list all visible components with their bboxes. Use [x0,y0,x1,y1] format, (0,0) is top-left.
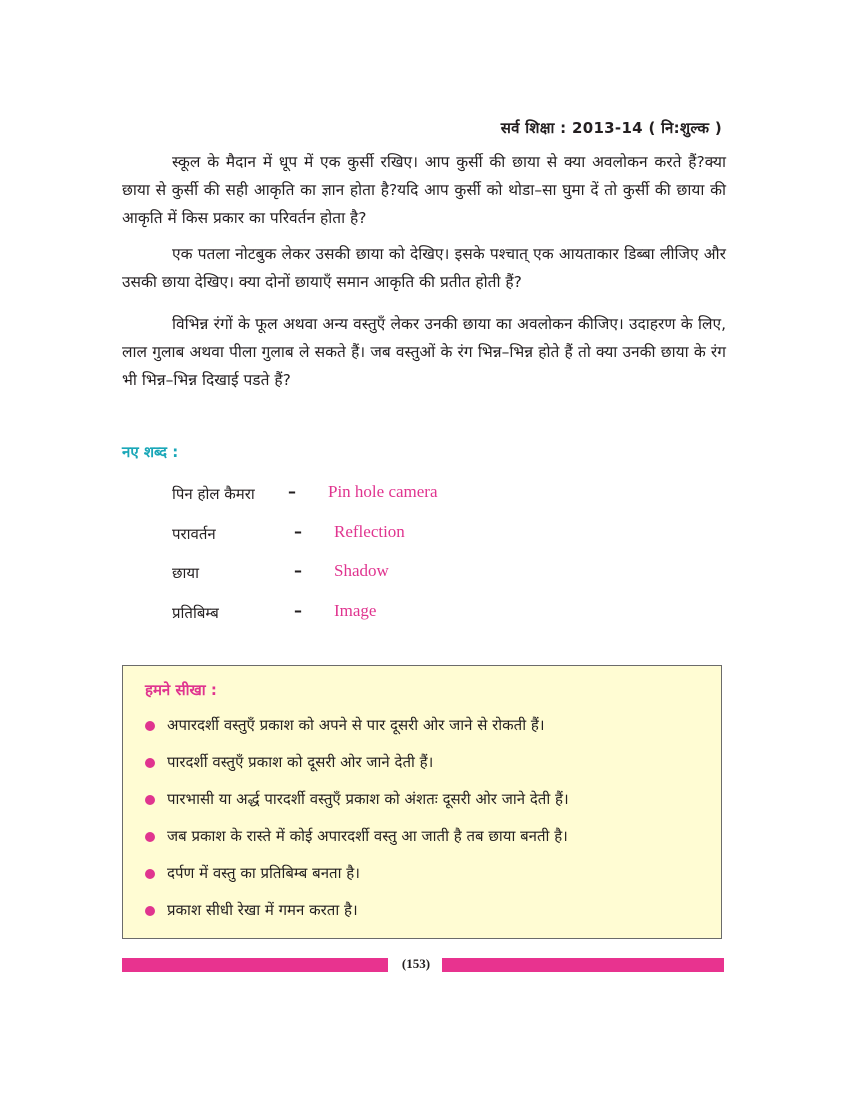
list-item [143,821,569,858]
bullet-icon [145,795,155,805]
glossary-english: Shadow [334,561,389,580]
what-we-learned-title: हमने सीखा : [145,681,217,699]
footer-bar-left [122,958,388,972]
learned-list [143,710,569,932]
bullet-icon [145,906,155,916]
glossary-dash: – [288,482,296,501]
new-words-title: नए शब्द : [122,443,179,461]
new-words-list [172,478,592,636]
list-item-text: पारभासी या अर्द्ध पारदर्शी वस्तुएँ प्रकाश को अंशतः दूसरी ओर जाने देती हैं। [167,790,569,808]
bullet-icon [145,721,155,731]
glossary-row [172,518,592,558]
glossary-hindi: परावर्तन [172,524,216,543]
bullet-icon [145,832,155,842]
page-number: (153) [401,956,431,971]
paragraph-notebook-shadow: एक पतला नोटबुक लेकर उसकी छाया को देखिए। इसके पश्चात् एक आयताकार डिब्बा लीजिए और उसकी छाया देखिए। क्या दोनों छायाएँ समान आकृति की प्रतीत होती हैं? [122,245,726,291]
list-item [143,895,569,932]
glossary-hindi: प्रतिबिम्ब [172,603,219,622]
list-item-text: प्रकाश सीधी रेखा में गमन करता है। [167,901,358,919]
page-header: सर्व शिक्षा : 2013-14 ( नि:शुल्क ) [500,119,722,137]
list-item-text: जब प्रकाश के रास्ते में कोई अपारदर्शी वस्तु आ जाती है तब छाया बनती है। [167,827,568,845]
glossary-hindi: पिन होल कैमरा [172,485,255,503]
glossary-english: Image [334,600,377,620]
glossary-dash: – [294,521,302,541]
list-item-text: दर्पण में वस्तु का प्रतिबिम्ब बनता है। [167,864,360,882]
glossary-dash: – [294,561,302,580]
what-we-learned-box [122,665,722,939]
list-item [143,858,569,895]
page-footer [122,956,724,974]
paragraph-chair-shadow: स्कूल के मैदान में धूप में एक कुर्सी रखिए। आप कुर्सी की छाया से क्या अवलोकन करते हैं?क्या छाया से कुर्सी की सही आकृति का ज्ञान होता है?यदि आप कुर्सी को थोडा–सा घुमा दें तो कुर्सी की छाया की आकृति में किस प्रकार का परिवर्तन होता है? [122,153,726,227]
list-item-text: पारदर्शी वस्तुएँ प्रकाश को दूसरी ओर जाने देती हैं। [167,753,434,771]
glossary-row [172,557,592,597]
glossary-english: Reflection [334,521,405,541]
list-item-text: अपारदर्शी वस्तुएँ प्रकाश को अपने से पार दूसरी ओर जाने से रोकती हैं। [167,716,545,734]
list-item [143,747,569,784]
footer-bar-right [442,958,724,972]
glossary-hindi: छाया [172,564,199,582]
glossary-row [172,597,592,637]
paragraph-flower-shadow: विभिन्न रंगों के फूल अथवा अन्य वस्तुएँ लेकर उनकी छाया का अवलोकन कीजिए। उदाहरण के लिए, लाल गुलाब अथवा पीला गुलाब ले सकते हैं। जब वस्तुओं के रंग भिन्न–भिन्न होते हैं तो क्या उनकी छाया के रंग भी भिन्न–भिन्न दिखाई पडते हैं? [122,315,726,389]
glossary-dash: – [294,600,302,620]
bullet-icon [145,869,155,879]
glossary-row [172,478,592,518]
glossary-english: Pin hole camera [328,482,438,501]
list-item [143,784,569,821]
list-item [143,710,569,747]
bullet-icon [145,758,155,768]
